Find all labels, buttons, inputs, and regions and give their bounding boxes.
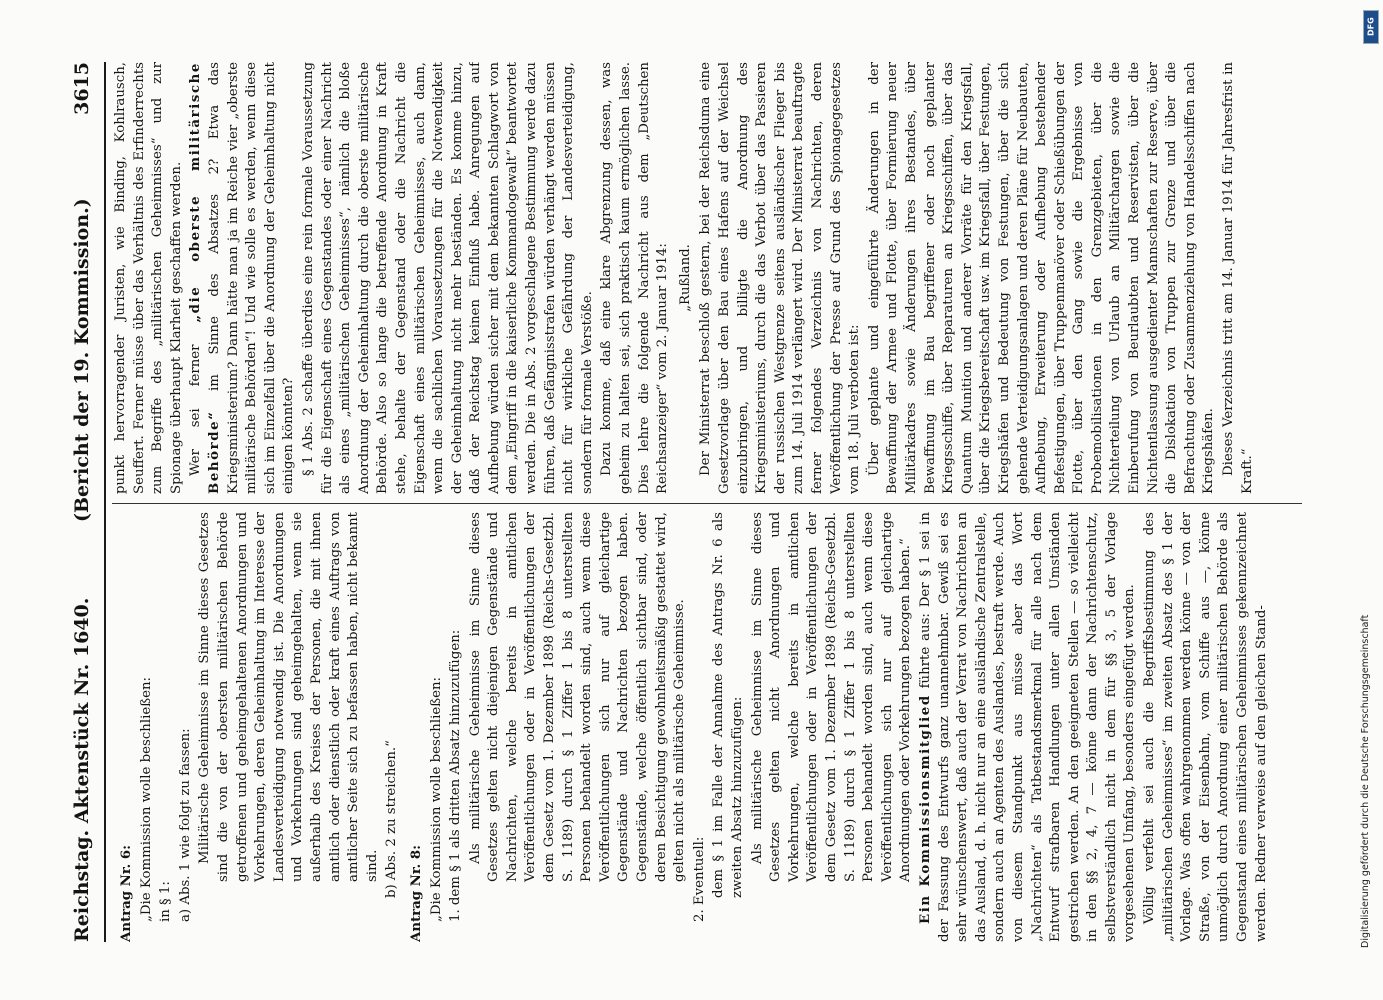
antrag-6-section: in § 1: [158, 881, 174, 922]
quote-heading-russland: „Rußland. [677, 244, 693, 312]
paragraph-commission-member: Ein Kommissionsmitglied führte aus: Der § 1 sei in der Fassung des Entwurfs ganz unannehmbar. Gewiß sei es sehr wünschenswert, daß auch der Verrat von Nachrichten an das Ausland, d. h. nicht nur an eine ausländische Zentralstelle, sondern auch an Agenten des Auslandes, bestraft werde. Auch von diesem Standpunkt aus müsse aber das Wort „Nachrichten“ als Tatbestandsmerkmal für alle nach dem Entwurf strafbaren Handlungen unter allen Umständen gestrichen werden. An den geeigneten Stellen — so vielleicht in den §§ 2, 4, 7 — könne dann der Nachrichtenschutz, selbstverständlich nicht in dem für §§ 3, 5 der Vorlage vorgesehenen Umfang, besonders eingefügt werden. [917, 512, 1138, 942]
dfg-logo: DFG [1363, 10, 1379, 44]
paragraph-delimitation: Dazu komme, daß eine klare Abgrenzung dessen, was geheim zu halten sei, sich praktisch kaum ermöglichen lasse. Dies lehre die folgende Nachricht aus dem „Deutschen Reichsanzeiger“ vom 2. Januar 1914: [599, 62, 671, 494]
antrag-6-item-b: b) Abs. 2 zu streichen.“ [384, 740, 400, 898]
antrag-8-item-1: 1. dem § 1 als dritten Absatz hinzuzufügen: [448, 629, 464, 922]
digitization-note: Digitalisierung gefördert durch die Deutsche Forschungsgemeinschaft [1360, 614, 1371, 948]
quote-list: Über geplante und eingeführte Änderungen in der Bewaffnung der Armee und Flotte, über Formierung neuer Militärkadres sowie Änderungen ihres Bestandes, über Bewaffnung im Bau begriffener oder noch geplanter Kriegsschiffe, über Reparaturen an Kriegsschiffen, über das Quantum Munition und anderer Vorräte für den Kriegsfall, über die Kriegsbereitschaft usw. im Kriegsfall, über Festungen, Kriegshäfen und Bedeutung von Festungen, über die sich gehende Verteidigungsanlagen und deren Pläne für Neubauten, Aufhebung, Erweiterung oder Aufhebung bestehender Befestigungen, über Truppenmanöver oder Schießübungen der Flotte, über den Gang sowie die Ergebnisse von Probemobilisationen in den Grenzgebieten, über die Nichterteilung von Urlaub an Militärchargen sowie die Einberufung von Beurlaubten und Reservisten, über die Nichtentlassung ausgedienter Mannschaften zur Reserve, über die Dislokation von Truppen zur Grenze und über die Befrachtung oder Zusammenziehung von Handelsschiffen nach Kriegshäfen. [866, 62, 1217, 494]
paragraph-authority: Wer sei ferner „die oberste militärische Behörde“ im Sinne des Absatzes 2? Etwa das Kriegsministerium? Dann hätte man ja im Reiche vier „oberste militärische Behörden“! Und wie solle es werden, wenn diese sich im Einzelfall über die Anordnung der Geheimhaltung nicht einigen könnten? [188, 62, 297, 494]
antrag-8-heading: Antrag Nr. 8: [408, 844, 424, 942]
left-column [112, 512, 1312, 942]
quote-validity: Dieses Verzeichnis tritt am 14. Januar 1914 für Jahresfrist in Kraft.“ [1221, 62, 1255, 494]
right-column [112, 62, 1312, 494]
antrag-8-intro: „Die Kommission wolle beschließen: [428, 676, 444, 922]
header-left: Reichstag. Aktenstück Nr. 1640. [71, 597, 93, 942]
header-middle: (Bericht der 19. Kommission.) [71, 198, 93, 522]
antrag-8-text-1: Als militärische Geheimnisse im Sinne dieses Gesetzes gelten nicht diejenigen Gegenstände und Nachrichten, welche bereits in amtlichen Veröffentlichungen oder in Veröffentlichungen der dem Gesetz vom 1. Dezember 1898 (Reichs-Gesetzbl. S. 1189) durch § 1 Ziffer 1 bis 8 unterstellten Personen behandelt worden sind, auch wenn diese Veröffentlichungen sich nur auf gleichartige Gegenstände und Nachrichten bezogen haben. Gegenstände, welche öffentlich sichtbar sind, oder deren Besichtigung gewohnheitsmäßig gestattet wird, gelten nicht als militärische Geheimnisse. [467, 512, 688, 882]
antrag-6-text: Militärische Geheimnisse im Sinne dieses Gesetzes sind die von der obersten militärischen Behörde getroffenen und geheimgehaltenen Anordnungen und Vorkehrungen, deren Geheimhaltung im Interesse der Landesverteidigung notwendig ist. Die Anordnungen und Vorkehrungen sind geheimgehalten, wenn sie außerhalb des Kreises der Personen, die mit ihnen amtlich oder dienstlich oder kraft eines Auftrags von amtlicher Seite sich zu befassen haben, nicht bekannt sind. [197, 512, 380, 882]
column-divider [112, 503, 1302, 504]
antrag-6-heading: Antrag Nr. 6: [119, 844, 134, 942]
header-rule [104, 62, 106, 942]
page-number: 3615 [71, 62, 93, 115]
antrag-8-eventual: dem § 1 im Falle der Annahme des Antrags Nr. 6 als zweiten Absatz hinzuzufügen: [711, 512, 745, 898]
paragraph-jurists: punkt hervorragender Juristen, wie Binding, Kohlrausch, Seuffert. Ferner müsse über das Verhältnis des Erfinderrechts zum Begriffe des „militärischen Geheimnisses“ und zur Spionage überhaupt Klarheit geschaffen werden. [113, 62, 184, 494]
running-head [62, 62, 102, 942]
antrag-6-intro: „Die Kommission wolle beschließen: [138, 676, 154, 922]
antrag-8-item-2: 2. Eventuell: [691, 836, 707, 922]
antrag-6-item-a: a) Abs. 1 wie folgt zu fassen: [177, 728, 193, 922]
paragraph-definition: Völlig verfehlt sei auch die Begriffsbestimmung des „militärischen Geheimnisses“ im zweiten Absatz des § 1 der Vorlage. Was offen wahrgenommen werden könne — von der Straße, von der Eisenbahn, vom Schiffe aus —, könne unmöglich durch Anordnung einer militärischen Behörde als Gegenstand eines militärischen Geheimnisses gekennzeichnet werden. Redner verweise auf den gleichen Stand- [1142, 512, 1269, 942]
paragraph-formal-requirement: § 1 Abs. 2 schaffe überdies eine rein formale Voraussetzung für die Eigenschaft eines Gegenstandes oder einer Nachricht als eines „militärischen Geheimnisses“, nämlich die bloße Anordnung der Geheimhaltung durch die oberste militärische Behörde. Also so lange die betreffende Anordnung in Kraft stehe, behalte der Gegenstand oder die Nachricht die Eigenschaft eines militärischen Geheimnisses, auch dann, wenn die sachlichen Voraussetzungen für die Notwendigkeit der Geheimhaltung nicht mehr beständen. Es komme hinzu, daß der Reichstag keinen Einfluß habe. Anregungen auf Aufhebung würden sicher mit dem bekannten Schlagwort von dem „Eingriff in die kaiserliche Kommandogewalt“ beantwortet werden. Die in Abs. 2 vorgeschlagene Bestimmung werde dazu führen, daß Gefängnisstrafen würden verhängt werden müssen nicht für wirkliche Gefährdung der Landesverteidigung, sondern für formale Verstöße. [300, 62, 595, 494]
antrag-8-text-2: Als militärische Geheimnisse im Sinne dieses Gesetzes gelten nicht Anordnungen und Vorkehrungen, welche bereits in amtlichen Veröffentlichungen oder in Veröffentlichungen der dem Gesetz vom 1. Dezember 1898 (Reichs-Gesetzbl. S. 1189) durch § 1 Ziffer 1 bis 8 unterstellten Personen behandelt worden sind, auch wenn diese Veröffentlichungen sich nur auf gleichartige Anordnungen oder Vorkehrungen bezogen haben.“ [749, 512, 914, 882]
quote-ministerrat: Der Ministerrat beschloß gestern, bei der Reichsduma eine Gesetzvorlage über den Bau eines Hafens auf der Weichsel einzubringen, und billigte die Anordnung des Kriegsministeriums, durch die das Verbot über das Passieren der russischen Westgrenze seitens ausländischer Flieger bis zum 14. Juli 1914 verlängert wird. Der Ministerrat beauftragte ferner folgendes Verzeichnis von Nachrichten, deren Veröffentlichung der Presse auf Grund des Spionagegesetzes vom 18. Juli verboten ist: [698, 62, 863, 494]
